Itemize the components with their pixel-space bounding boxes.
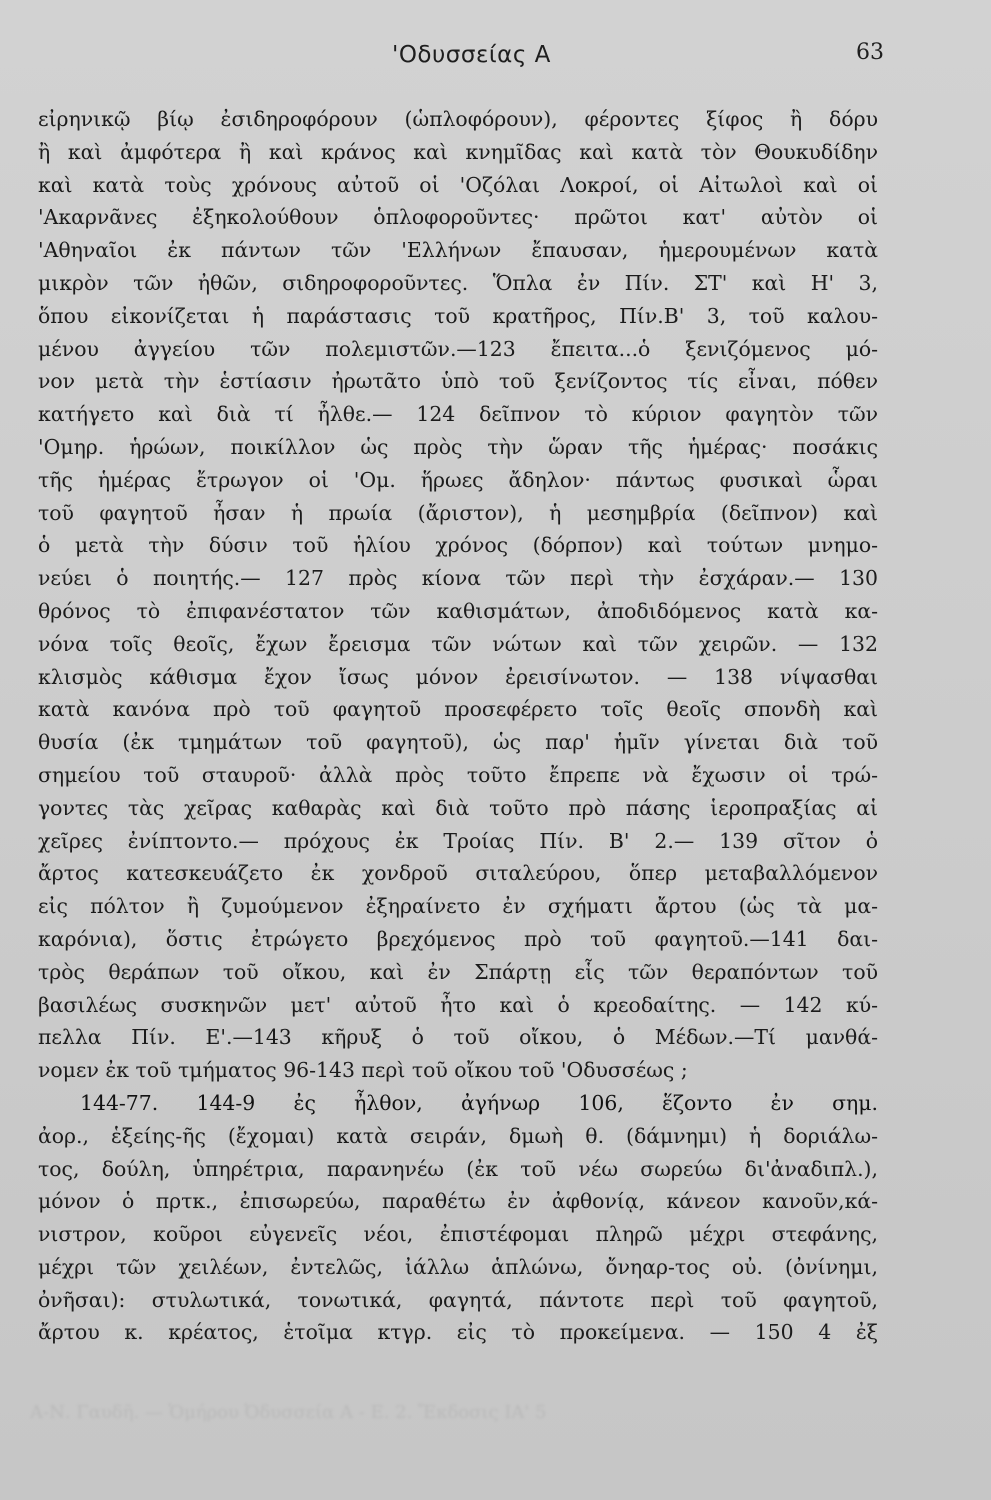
text-line: ἢ καὶ ἀμφότερα ἢ καὶ κράνος καὶ κνημῖδας καὶ κατὰ τὸν Θουκυδίδην bbox=[38, 139, 878, 164]
section-heading-line: 144-77. 144-9 ἐς ἦλθον, ἀγήνωρ 106, ἕζοντο ἐν σημ. bbox=[80, 1090, 878, 1115]
text-line: νεύει ὁ ποιητής.— 127 πρὸς κίονα τῶν περὶ τὴν ἐσχάραν.— 130 bbox=[38, 566, 878, 591]
text-line: καρόνια), ὅστις ἐτρώγετο βρεχόμενος πρὸ τοῦ φαγητοῦ.—141 δαι- bbox=[38, 926, 878, 951]
text-line: θυσία (ἐκ τμημάτων τοῦ φαγητοῦ), ὡς παρ' ἡμῖν γίνεται διὰ τοῦ bbox=[38, 730, 878, 755]
text-line: πελλα Πίν. Ε'.—143 κῆρυξ ὁ τοῦ οἴκου, ὁ Μέδων.—Τί μανθά- bbox=[38, 1025, 878, 1050]
show-through-footer: Α-Ν. Γαυδῆ. — Ὁμήρου Ὀδυσσεία Α - Ε. 2. Ἔκδοσις ΙΑ' 5 bbox=[30, 1402, 547, 1423]
text-line: εἰς πόλτον ἢ ζυμούμενον ἐξηραίνετο ἐν σχήματι ἄρτου (ὡς τὰ μα- bbox=[38, 894, 878, 919]
text-line: νιστρον, κοῦροι εὐγενεῖς νέοι, ἐπιστέφομαι πληρῶ μέχρι στεφάνης, bbox=[38, 1222, 878, 1247]
text-line: ἄρτος κατεσκευάζετο ἐκ χονδροῦ σιταλεύρου, ὅπερ μεταβαλλόμενον bbox=[38, 861, 878, 886]
text-line: 'Ακαρνᾶνες ἐξηκολούθουν ὁπλοφοροῦντες· πρῶτοι κατ' αὐτὸν οἱ bbox=[38, 205, 878, 230]
commentary-text bbox=[38, 103, 878, 1349]
text-line: κατήγετο καὶ διὰ τί ἦλθε.— 124 δεῖπνον τὸ κύριον φαγητὸν τῶν bbox=[38, 402, 878, 427]
text-line: 'Ομηρ. ἡρώων, ποικίλλον ὡς πρὸς τὴν ὥραν τῆς ἡμέρας· ποσάκις bbox=[38, 434, 878, 459]
text-line: νόνα τοῖς θεοῖς, ἔχων ἔρεισμα τῶν νώτων καὶ τῶν χειρῶν. — 132 bbox=[38, 631, 878, 656]
text-line: καὶ κατὰ τοὺς χρόνους αὐτοῦ οἱ 'Οζόλαι Λοκροί, οἱ Αἰτωλοὶ καὶ οἱ bbox=[38, 172, 878, 197]
text-line: μικρὸν τῶν ἠθῶν, σιδηροφοροῦντες. Ὅπλα ἐν Πίν. ΣΤ' καὶ Η' 3, bbox=[38, 270, 878, 295]
text-line: τος, δούλη, ὑπηρέτρια, παρανηνέω (ἐκ τοῦ νέω σωρεύω δι'ἀναδιπλ.), bbox=[38, 1156, 878, 1181]
text-line: γοντες τὰς χεῖρας καθαρὰς καὶ διὰ τοῦτο πρὸ πάσης ἱεροπραξίας αἱ bbox=[38, 795, 878, 820]
text-line: ἀορ., ἑξείης-ῆς (ἔχομαι) κατὰ σειράν, δμωὴ θ. (δάμνημι) ἡ δοριάλω- bbox=[38, 1123, 878, 1148]
running-title: 'Οδυσσείας Α bbox=[392, 42, 551, 68]
text-line: ὅπου εἰκονίζεται ἡ παράστασις τοῦ κρατῆρος, Πίν.Β' 3, τοῦ καλου- bbox=[38, 303, 878, 328]
text-line: ὀνῆσαι): στυλωτικά, τονωτικά, φαγητά, πάντοτε περὶ τοῦ φαγητοῦ, bbox=[38, 1287, 878, 1312]
text-line: 'Αθηναῖοι ἐκ πάντων τῶν 'Ελλήνων ἔπαυσαν, ἡμερουμένων κατὰ bbox=[38, 238, 878, 263]
page-number: 63 bbox=[856, 40, 884, 65]
text-line: εἰρηνικῷ βίῳ ἐσιδηροφόρουν (ὡπλοφόρουν), φέροντες ξίφος ἢ δόρυ bbox=[38, 107, 878, 131]
text-line: ἄρτου κ. κρέατος, ἑτοῖμα κτγρ. εἰς τὸ προκείμενα. — 150 4 ἐξ bbox=[38, 1320, 878, 1345]
text-line: βασιλέως συσκηνῶν μετ' αὐτοῦ ἦτο καὶ ὁ κρεοδαίτης. — 142 κύ- bbox=[38, 992, 878, 1017]
text-line: μέχρι τῶν χειλέων, ἐντελῶς, ἰάλλω ἁπλώνω, ὄνηαρ-τος οὐ. (ὀνίνημι, bbox=[38, 1254, 878, 1279]
text-line: νον μετὰ τὴν ἑστίασιν ἠρωτᾶτο ὑπὸ τοῦ ξενίζοντος τίς εἶναι, πόθεν bbox=[38, 369, 878, 394]
text-line: μένου ἀγγείου τῶν πολεμιστῶν.—123 ἔπειτα...ὁ ξενιζόμενος μό- bbox=[38, 336, 878, 361]
text-line: κλισμὸς κάθισμα ἔχον ἴσως μόνον ἐρεισίνωτον. — 138 νίψασθαι bbox=[38, 664, 878, 689]
text-line: ὁ μετὰ τὴν δύσιν τοῦ ἡλίου χρόνος (δόρπον) καὶ τούτων μνημο- bbox=[38, 533, 878, 558]
text-line: χεῖρες ἐνίπτοντο.— πρόχους ἐκ Τροίας Πίν. Β' 2.— 139 σῖτον ὁ bbox=[38, 828, 878, 853]
text-line: σημείου τοῦ σταυροῦ· ἀλλὰ πρὸς τοῦτο ἔπρεπε νὰ ἔχωσιν οἱ τρώ- bbox=[38, 762, 878, 787]
text-line: μόνον ὁ πρτκ., ἐπισωρεύω, παραθέτω ἐν ἀφθονίᾳ, κάνεον κανοῦν,κά- bbox=[38, 1189, 878, 1214]
text-line: νομεν ἐκ τοῦ τμήματος 96-143 περὶ τοῦ οἴκου τοῦ 'Οδυσσέως ; bbox=[38, 1058, 688, 1083]
page-header bbox=[0, 38, 991, 78]
text-line: τοῦ φαγητοῦ ἦσαν ἡ πρωία (ἄριστον), ἡ μεσημβρία (δεῖπνον) καὶ bbox=[38, 500, 878, 525]
text-line: τρὸς θεράπων τοῦ οἴκου, καὶ ἐν Σπάρτῃ εἷς τῶν θεραπόντων τοῦ bbox=[38, 959, 878, 984]
text-line: τῆς ἡμέρας ἔτρωγον οἱ 'Ομ. ἥρωες ἄδηλον· πάντως φυσικαὶ ὧραι bbox=[38, 467, 878, 492]
text-line: θρόνος τὸ ἐπιφανέστατον τῶν καθισμάτων, ἀποδιδόμενος κατὰ κα- bbox=[38, 598, 878, 623]
text-line: κατὰ κανόνα πρὸ τοῦ φαγητοῦ προσεφέρετο τοῖς θεοῖς σπονδὴ καὶ bbox=[38, 697, 878, 722]
